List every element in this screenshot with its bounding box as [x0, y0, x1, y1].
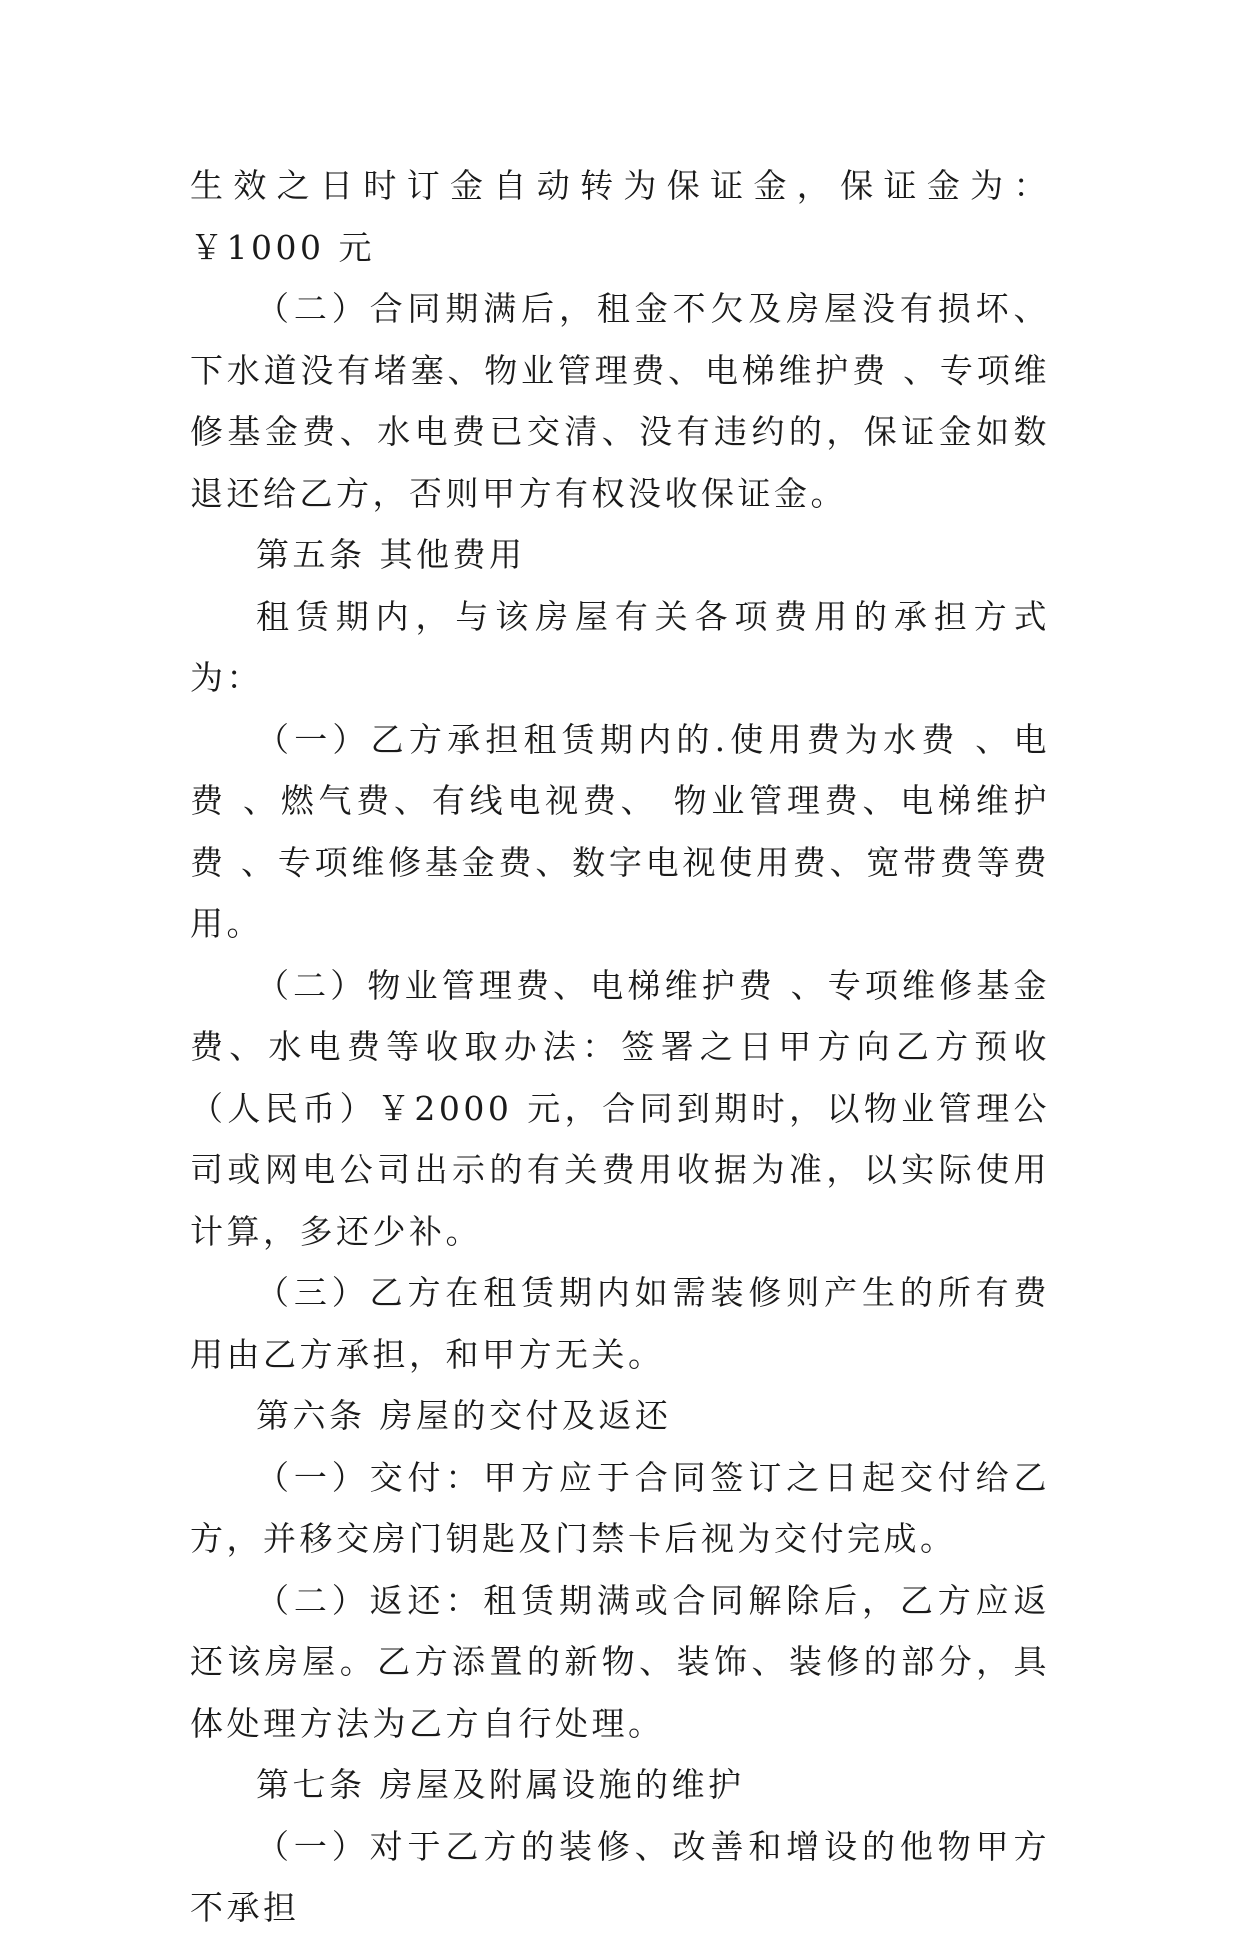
paragraph-fee-item-3: （三）乙方在租赁期内如需装修则产生的所有费用由乙方承担，和甲方无关。 [190, 1273, 1050, 1374]
paragraph-deposit-refund: （二）合同期满后，租金不欠及房屋没有损坏、下水道没有堵塞、物业管理费、电梯维护费 、专项维修基金费、水电费已交清、没有违约的，保证金如数退还给乙方，否则甲方有权没收保证金。 [190, 289, 1050, 513]
paragraph-fee-item-2: （二）物业管理费、电梯维护费 、专项维修基金费、水电费等收取办法：签署之日甲方向乙方预收（人民币）￥2000 元，合同到期时，以物业管理公司或网电公司出示的有关费用收据为准，以实际使用计算，多还少补。 [190, 965, 1050, 1251]
paragraph-fee-item-1: （一）乙方承担租赁期内的.使用费为水费 、电费 、燃气费、有线电视费、 物业管理费、电梯维护费 、专项维修基金费、数字电视使用费、宽带费等费用。 [190, 719, 1050, 943]
paragraph-deposit-conversion: 生效之日时订金自动转为保证金，保证金为：￥1000 元 [190, 166, 1050, 267]
paragraph-return: （二）返还：租赁期满或合同解除后，乙方应返还该房屋。乙方添置的新物、装饰、装修的部分，具体处理方法为乙方自行处理。 [190, 1580, 1050, 1743]
paragraph-delivery: （一）交付：甲方应于合同签订之日起交付给乙方，并移交房门钥匙及门禁卡后视为交付完成。 [190, 1457, 1050, 1558]
article-6-heading: 第六条 房屋的交付及返还 [256, 1396, 672, 1435]
paragraph-fee-intro: 租赁期内，与该房屋有关各项费用的承担方式为： [190, 596, 1050, 697]
paragraph-maintenance-1: （一）对于乙方的装修、改善和增设的他物甲方不承担 [190, 1826, 1050, 1927]
article-7-heading: 第七条 房屋及附属设施的维护 [256, 1765, 745, 1804]
contract-text [190, 155, 1050, 1939]
article-5-heading: 第五条 其他费用 [256, 535, 526, 574]
